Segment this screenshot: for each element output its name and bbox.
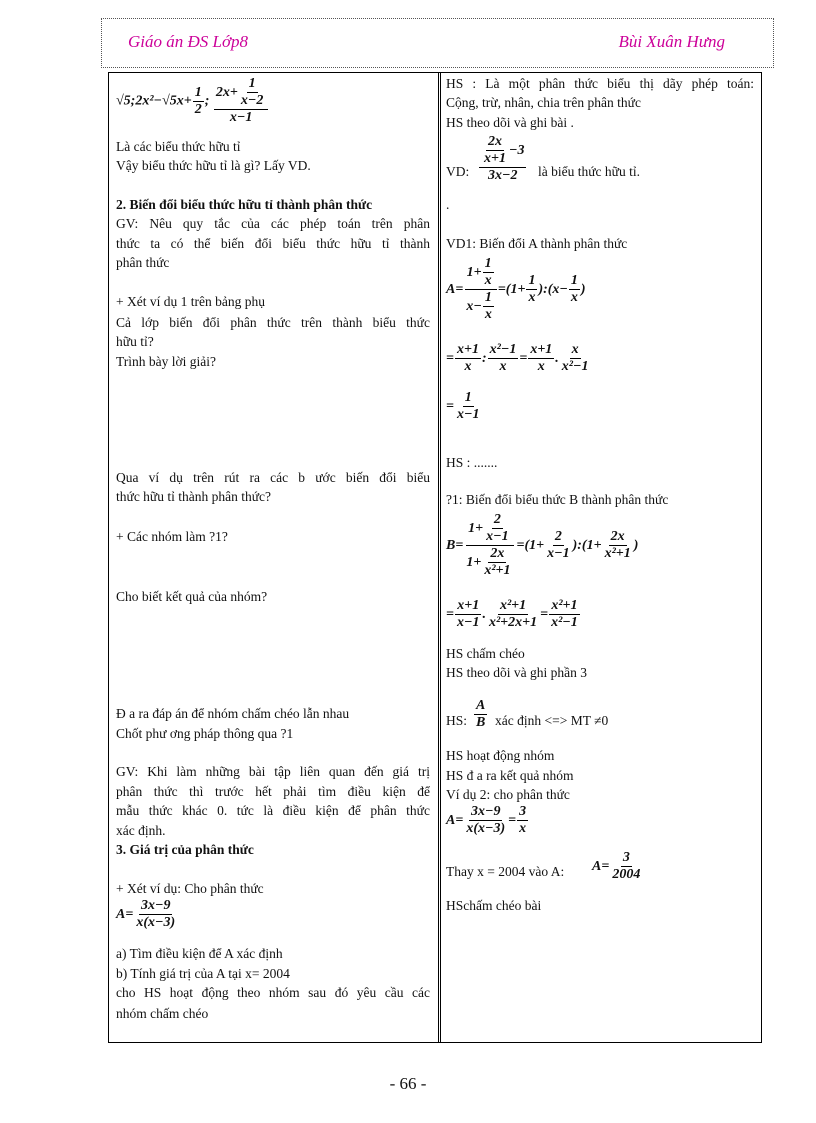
section-3-heading: 3. Giá trị của phân thức: [116, 842, 254, 857]
left-l2: Vậy biểu thức hữu tỉ là gì? Lấy VD.: [116, 158, 311, 173]
left-ch: Chốt phư ơng pháp thông qua ?1: [116, 726, 294, 741]
right-hs1c: HS theo dõi và ghi bài .: [446, 115, 574, 130]
right-hs1a: HS : Là một phân thức biểu thị dãy phép toán:: [446, 76, 754, 91]
left-ex3: + Xét ví dụ: Cho phân thức: [116, 881, 264, 896]
left-gv2c: mẫu thức khác 0. tức là điều kiện để phân thức: [116, 803, 430, 818]
formula-vd1-step1: A= 1+ $\frac{1}{x}$ x− $\frac{1}{x}$ =(1+ $\frac{1}{x}$ ):(x− $\frac{1}{x}$ ): [446, 256, 586, 323]
left-gv2b: phân thức thì trước hết phải tìm điều kiện để: [116, 784, 430, 799]
left-hd2: nhóm chấm chéo: [116, 1006, 209, 1021]
left-qa: Qua ví dụ trên rút ra các b ước biến đổi biểu: [116, 470, 430, 485]
left-hd1: cho HS hoạt động theo nhóm sau đó yêu cầu các: [116, 985, 430, 1000]
formula-examples: √5;2x²−√5x+ $\frac{1}{2}$ ; 2x+ $\frac{1}{x-2}$ x−1: [116, 76, 269, 126]
left-ex1: + Xét ví dụ 1 trên bảng phụ: [116, 294, 265, 309]
formula-vd: $\frac{2x}{x+1}$ −3 3x−2: [478, 134, 527, 184]
right-hs1b: Cộng, trừ, nhân, chia trên phân thức: [446, 95, 641, 110]
left-qb: thức hữu tỉ thành phân thức?: [116, 489, 272, 504]
left-gv2a: GV: Khi làm những bài tập liên quan đến giá trị: [116, 764, 430, 779]
right-q1: ?1: Biến đổi biểu thức B thành phân thức: [446, 492, 669, 507]
left-gv2d: xác định.: [116, 823, 166, 838]
formula-a-simplified: A= $\frac{3x-9}{x(x-3)}$ = $\frac{3}{x}$: [446, 804, 527, 837]
right-vd2: Ví dụ 2: cho phân thức: [446, 787, 570, 802]
left-cl1b: hữu tỉ?: [116, 334, 154, 349]
header-author: Bùi Xuân Hưng: [618, 32, 725, 51]
column-divider-inner: [440, 72, 441, 1043]
formula-q1-step2: = $\frac{x+1}{x-1}$ . $\frac{\text{x²+1}}{\text{x²+2x+1}}$ = $\frac{\text{x²+1}}{\text{x²−1}}$: [446, 598, 578, 631]
left-qa3: a) Tìm điều kiện để A xác định: [116, 946, 283, 961]
formula-a-value: A= $\frac{3}{2004}$: [592, 850, 641, 883]
formula-a-left: A= $\frac{3x-9}{x(x-3)}$: [116, 898, 176, 931]
right-vd1: VD1: Biến đổi A thành phân thức: [446, 236, 628, 251]
right-cham: HS chấm chéo: [446, 646, 525, 661]
left-tr: Trình bày lời giải?: [116, 354, 217, 369]
formula-vd1-step2: = $\frac{x+1}{x}$ : $\frac{\text{x²−1}}{x}$ = $\frac{x+1}{x}$ . $\frac{x}{\text{x²−1}}$: [446, 342, 589, 375]
right-hd: HS hoạt động nhóm: [446, 748, 555, 763]
left-gv1c: phân thức: [116, 255, 170, 270]
left-grp: + Các nhóm làm ?1?: [116, 529, 228, 544]
formula-a-over-b: $\frac{A}{B}$: [476, 698, 486, 731]
right-dot: .: [446, 197, 450, 212]
right-hscham: HSchấm chéo bài: [446, 898, 542, 913]
column-divider: [438, 72, 439, 1043]
right-hsdk-a: HS:: [446, 713, 468, 728]
right-thay: Thay x = 2004 vào A:: [446, 864, 565, 879]
left-l1: Là các biểu thức hữu tỉ: [116, 139, 241, 154]
right-vd-label: VD:: [446, 164, 470, 179]
right-hsdots: HS : .......: [446, 455, 498, 470]
section-2-heading: 2. Biến đổi biểu thức hữu tỉ thành phân thức: [116, 197, 373, 212]
right-dkq: HS đ a ra kết quả nhóm: [446, 768, 574, 783]
right-vd-tail: là biểu thức hữu tỉ.: [538, 164, 640, 179]
formula-vd1-step3: = $\frac{1}{x-1}$: [446, 390, 480, 423]
left-qb3: b) Tính giá trị của A tại x= 2004: [116, 966, 290, 981]
right-theo: HS theo dõi và ghi phần 3: [446, 665, 587, 680]
left-cb: Cho biết kết quả của nhóm?: [116, 589, 268, 604]
page-number: - 66 -: [389, 1074, 427, 1093]
page-header: [101, 18, 774, 68]
left-cl1a: Cả lớp biến đổi phân thức trên thành biểu thức: [116, 315, 430, 330]
left-gv1b: thức ta có thể biến đổi biểu thức hữu tỉ thành: [116, 236, 430, 251]
formula-q1-step1: B= 1+ $\frac{2}{x-1}$ 1+ $\frac{2x}{\text{x²+1}}$ =(1+ $\frac{2}{x-1}$ ):(1+ $\frac{2x}{\text{x²+1}}$ ): [446, 512, 639, 579]
left-da: Đ a ra đáp án để nhóm chấm chéo lẫn nhau: [116, 706, 350, 721]
right-hsdk-b: xác định <=> MT ≠0: [495, 713, 609, 728]
header-title-left: Giáo án ĐS Lớp8: [128, 32, 249, 51]
left-gv1a: GV: Nêu quy tắc của các phép toán trên phân: [116, 216, 430, 231]
